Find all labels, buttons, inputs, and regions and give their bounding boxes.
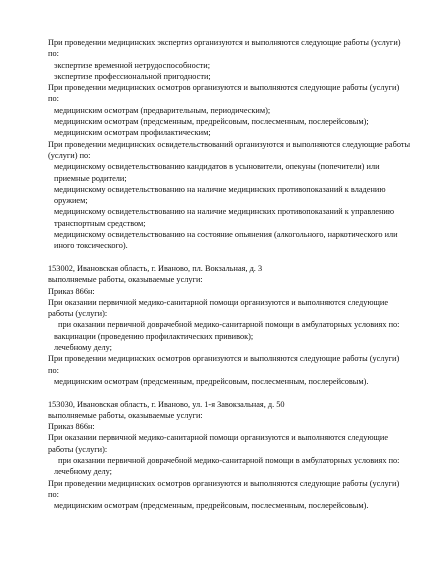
address-line: 153030, Ивановская область, г. Иваново, ул. 1-я Завокзальная, д. 50 — [48, 399, 285, 409]
text-line: медицинскому освидетельствованию кандидатов в усыновители, опекуны (попечители) или приемные родители; — [54, 162, 380, 183]
text-line: При оказании первичной медико-санитарной помощи организуются и выполняются следующие работы (услуги): — [48, 433, 389, 454]
document-body — [48, 37, 412, 511]
text-line: экспертизе временной нетрудоспособности; — [54, 60, 211, 70]
text-line: медицинским осмотрам профилактическим; — [54, 128, 211, 138]
text-line: Приказ 866н: — [48, 422, 95, 432]
text-line: при оказании первичной доврачебной медико-санитарной помощи в амбулаторных условиях по: — [58, 455, 400, 465]
text-line: При проведении медицинских освидетельствований организуются и выполняются следующие работы (услуги) по: — [48, 139, 411, 160]
text-line: лечебному делу; — [54, 343, 112, 353]
text-line: медицинским осмотрам (предсменным, предрейсовым, послесменным, послерейсовым). — [54, 501, 369, 511]
text-line: При проведении медицинских осмотров организуются и выполняются следующие работы (услуги) по: — [48, 83, 400, 104]
text-line: лечебному делу; — [54, 467, 112, 477]
section-address-zavokzalnaya — [48, 399, 412, 512]
text-line: Приказ 866н: — [48, 286, 95, 296]
text-line: медицинским осмотрам (предсменным, предрейсовым, послесменным, послерейсовым). — [54, 376, 369, 386]
address-line: 153002, Ивановская область, г. Иваново, пл. Вокзальная, д. 3 — [48, 263, 263, 273]
section-address-vokzalnaya — [48, 263, 412, 387]
text-line: При проведении медицинских экспертиз организуются и выполняются следующие работы (услуги) по: — [48, 38, 401, 59]
text-line: медицинскому освидетельствованию на наличие медицинских противопоказаний к владению оружием; — [54, 184, 386, 206]
section-medical-examinations — [48, 37, 412, 252]
text-line: при оказании первичной доврачебной медико-санитарной помощи в амбулаторных условиях по: — [58, 320, 400, 330]
text-line: медицинским осмотрам (предварительным, периодическим); — [54, 105, 271, 115]
text-line: медицинскому освидетельствованию на состояние опьянения (алкогольного, наркотического или иного токсического). — [54, 230, 398, 251]
text-line: выполняемые работы, оказываемые услуги: — [48, 410, 203, 420]
text-line: При проведении медицинских осмотров организуются и выполняются следующие работы (услуги) по: — [48, 354, 400, 375]
text-line: экспертизе профессиональной пригодности; — [54, 71, 211, 81]
text-line: вакцинации (проведению профилактических прививок); — [54, 331, 254, 341]
text-line: При оказании первичной медико-санитарной помощи организуются и выполняются следующие работы (услуги): — [48, 297, 389, 319]
text-line: выполняемые работы, оказываемые услуги: — [48, 275, 203, 285]
text-line: медицинскому освидетельствованию на наличие медицинских противопоказаний к управлению транспортным средством; — [54, 207, 395, 228]
text-line: медицинским осмотрам (предсменным, предрейсовым, послесменным, послерейсовым); — [54, 117, 369, 127]
text-line: При проведении медицинских осмотров организуются и выполняются следующие работы (услуги) по: — [48, 478, 400, 499]
